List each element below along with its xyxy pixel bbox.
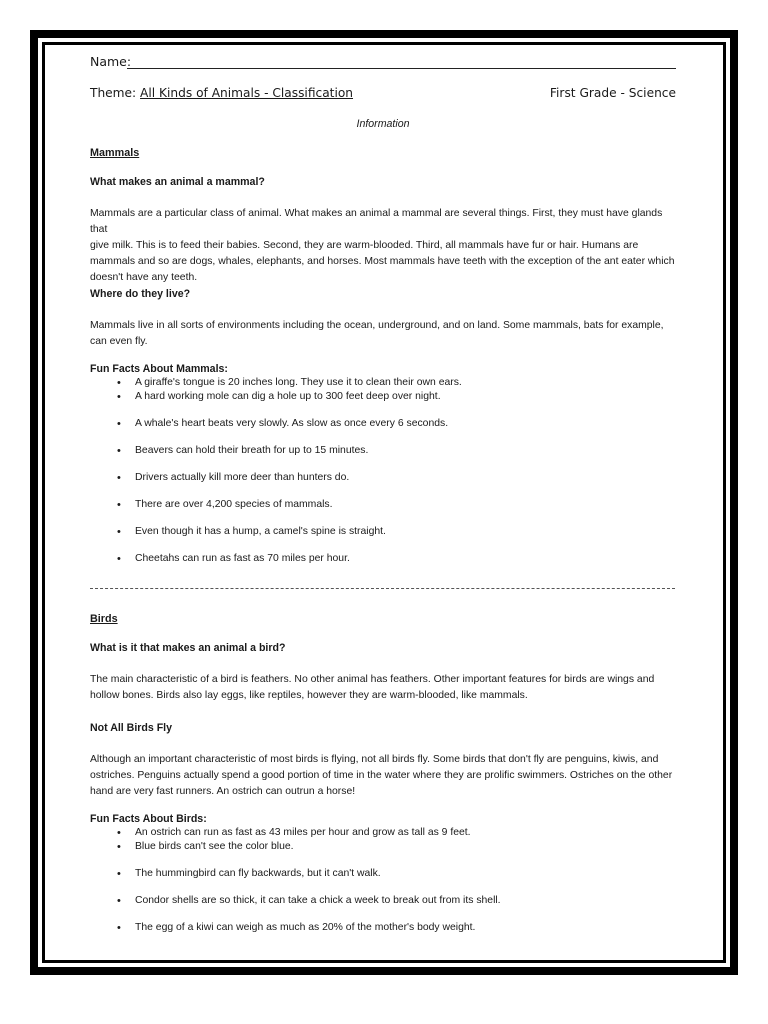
birds-paragraph-2 — [90, 752, 680, 800]
list-item: • An ostrich can run as fast as 43 miles per hour and grow as tall as 9 feet. — [90, 826, 680, 840]
paragraph-line: hollow bones. Birds also lay eggs, like reptiles, however they are warm-blooded, like mammals. — [90, 690, 528, 701]
list-item: • A giraffe's tongue is 20 inches long. They use it to clean their own ears. — [90, 376, 680, 390]
mammals-facts-list — [90, 376, 680, 404]
mammals-question-2: Where do they live? — [90, 288, 191, 300]
mammals-facts-list-spaced — [90, 417, 680, 579]
paragraph-line: hand are very fast runners. An ostrich can outrun a horse! — [90, 786, 356, 797]
list-item: • A whale's heart beats very slowly. As slow as once every 6 seconds. — [90, 417, 680, 431]
mammals-question-1: What makes an animal a mammal? — [90, 176, 265, 188]
paragraph-line: ostriches. Penguins actually spend a good portion of time in the water where they are prolific swimmers. Ostriches on the other — [90, 770, 673, 781]
birds-facts-list-spaced — [90, 867, 680, 948]
mammals-paragraph-2 — [90, 318, 680, 350]
paragraph-line: mammals and so are dogs, whales, elephants, and horses. Most mammals have teeth with the exception of the ant eater which — [90, 256, 675, 267]
list-item: • Blue birds can't see the color blue. — [90, 840, 680, 854]
name-field[interactable] — [90, 54, 680, 70]
birds-facts-list — [90, 826, 680, 854]
list-item: • Cheetahs can run as fast as 70 miles per hour. — [90, 552, 680, 566]
mammals-facts-title: Fun Facts About Mammals: — [90, 363, 228, 375]
theme — [90, 86, 353, 100]
list-item: • The hummingbird can fly backwards, but it can't walk. — [90, 867, 680, 881]
birds-facts-title: Fun Facts About Birds: — [90, 813, 207, 825]
list-item: • Even though it has a hump, a camel's spine is straight. — [90, 525, 680, 539]
theme-title: All Kinds of Animals - Classification — [140, 86, 354, 100]
paragraph-line: The main characteristic of a bird is feathers. No other animal has feathers. Other important features for birds are wings and — [90, 674, 655, 685]
birds-question-1: What is it that makes an animal a bird? — [90, 642, 286, 654]
paragraph-line: Mammals are a particular class of animal. What makes an animal a mammal are several things. First, they must have glands that — [90, 208, 663, 235]
list-item: • Condor shells are so thick, it can take a chick a week to break out from its shell. — [90, 894, 680, 908]
paragraph-line: can even fly. — [90, 336, 148, 347]
list-item: • Drivers actually kill more deer than hunters do. — [90, 471, 680, 485]
list-item: • The egg of a kiwi can weigh as much as 20% of the mother's body weight. — [90, 921, 680, 935]
theme-row — [90, 86, 676, 104]
birds-heading: Birds — [90, 613, 118, 625]
mammals-paragraph-1 — [90, 206, 680, 286]
paragraph-line: doesn't have any teeth. — [90, 272, 198, 283]
paragraph-line: give milk. This is to feed their babies. Second, they are warm-blooded. Third, all mammals have fur or hair. Humans are — [90, 240, 639, 251]
section-divider — [90, 588, 675, 589]
list-item: • Beavers can hold their breath for up to 15 minutes. — [90, 444, 680, 458]
section-label: Information — [356, 118, 410, 130]
theme-label: Theme: — [90, 86, 137, 100]
birds-paragraph-1 — [90, 672, 680, 704]
name-label: Name: — [90, 54, 132, 69]
list-item: • There are over 4,200 species of mammals. — [90, 498, 680, 512]
grade-label: First Grade - Science — [549, 86, 676, 100]
name-underline — [127, 68, 676, 69]
birds-question-2: Not All Birds Fly — [90, 722, 173, 734]
mammals-heading: Mammals — [90, 147, 140, 159]
paragraph-line: Although an important characteristic of most birds is flying, not all birds fly. Some birds that don't fly are penguins, kiwis, and — [90, 754, 659, 765]
list-item: • A hard working mole can dig a hole up to 300 feet deep over night. — [90, 390, 680, 404]
paragraph-line: Mammals live in all sorts of environments including the ocean, underground, and on land. Some mammals, bats for example, — [90, 320, 664, 331]
